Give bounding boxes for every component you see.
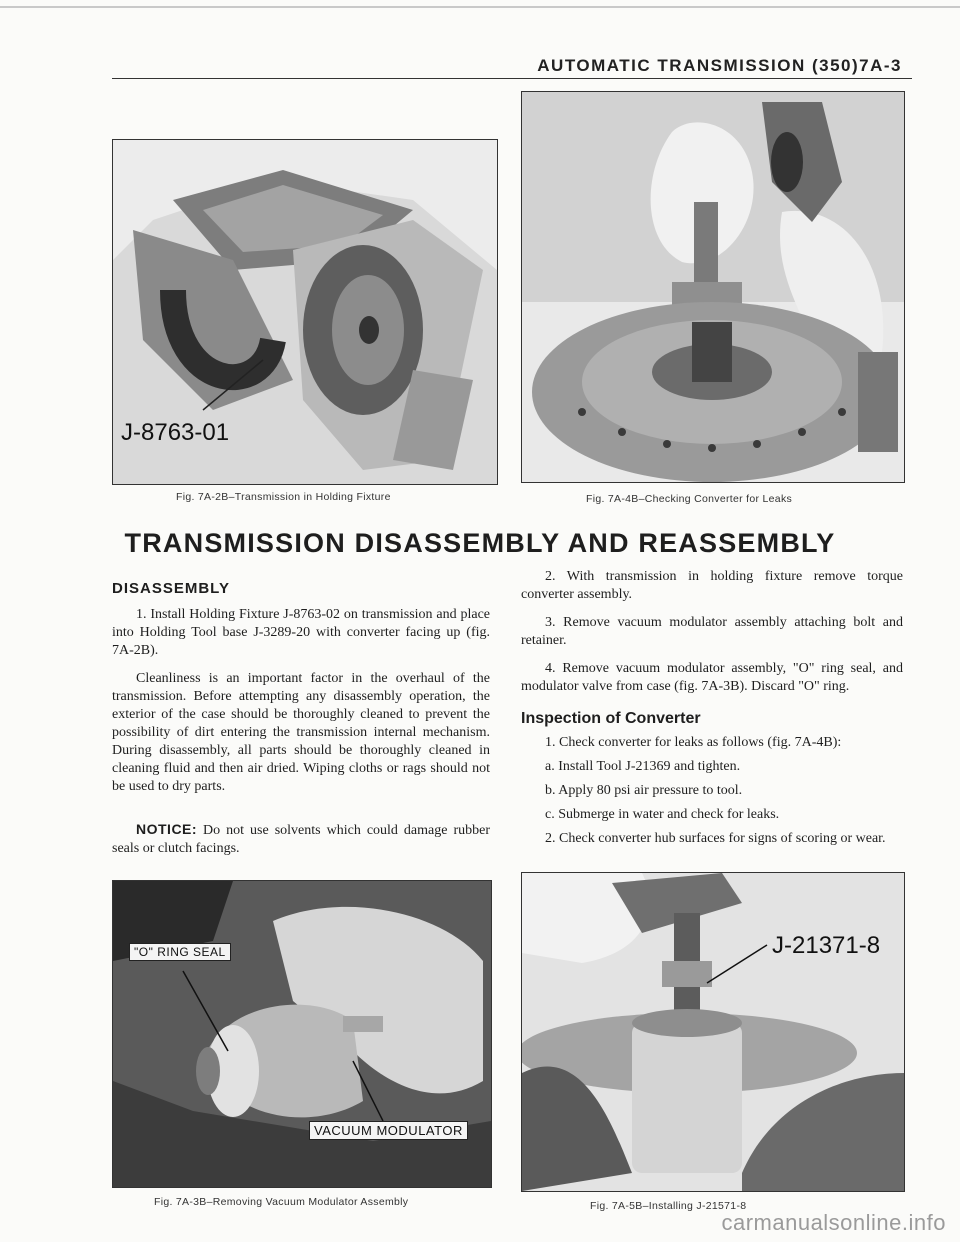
figure-7a-2b bbox=[112, 139, 498, 485]
disassembly-heading: DISASSEMBLY bbox=[112, 580, 230, 597]
fig-5b-label: J-21371-8 bbox=[772, 932, 881, 959]
top-edge-line bbox=[0, 6, 960, 8]
o-ring-seal-label: "O" RING SEAL bbox=[129, 943, 231, 961]
step: 2. Check converter hub surfaces for signs of scoring or wear. bbox=[545, 831, 886, 846]
notice-label: NOTICE: bbox=[136, 821, 198, 837]
fig-3b-caption: Fig. 7A-3B–Removing Vacuum Modulator Assembly bbox=[154, 1196, 409, 1208]
paragraph: 1. Install Holding Fixture J-8763-02 on transmission and place into Holding Tool base J-3289-20 with converter facing up (fig. 7A-2B). bbox=[112, 607, 490, 658]
fig-2b-label: J-8763-01 bbox=[121, 419, 230, 446]
header-rule bbox=[112, 78, 912, 79]
notice bbox=[112, 820, 490, 858]
page-header: AUTOMATIC TRANSMISSION (350)7A-3 bbox=[537, 56, 902, 75]
paragraph: 2. With transmission in holding fixture remove torque converter assembly. bbox=[521, 569, 903, 602]
figure-7a-3b bbox=[112, 880, 492, 1188]
step: b. Apply 80 psi air pressure to tool. bbox=[545, 783, 743, 798]
watermark-text: carmanualsonline.info bbox=[721, 1210, 946, 1235]
section-title: TRANSMISSION DISASSEMBLY AND REASSEMBLY bbox=[124, 528, 836, 558]
fig-5b-caption: Fig. 7A-5B–Installing J-21571-8 bbox=[590, 1200, 747, 1212]
step: c. Submerge in water and check for leaks. bbox=[545, 807, 780, 822]
figure-7a-4b bbox=[521, 91, 905, 483]
paragraph: Cleanliness is an important factor in the overhaul of the transmission. Before attempting any disassembly operation, the exterior of the case should be thoroughly cleaned to prevent the possibility of dirt entering the transmission internal mechanism. During disassembly, all parts should be thoroughly cleaned in cleaning fluid and then air dried. Wiping cloths or rags should not be used to dry parts. bbox=[112, 671, 490, 794]
left-column bbox=[112, 580, 490, 858]
notice-text: Do not use solvents which could damage rubber seals or clutch facings. bbox=[112, 823, 490, 856]
installing-tool-photo bbox=[522, 873, 904, 1191]
paragraph: 4. Remove vacuum modulator assembly, "O" ring seal, and modulator valve from case (fig. 7A-3B). Discard "O" ring. bbox=[521, 661, 903, 694]
step: 1. Check converter for leaks as follows (fig. 7A-4B): bbox=[545, 735, 842, 750]
fig-4b-caption: Fig. 7A-4B–Checking Converter for Leaks bbox=[586, 493, 793, 505]
vacuum-modulator-label: VACUUM MODULATOR bbox=[309, 1121, 468, 1140]
right-column bbox=[521, 568, 903, 848]
converter-photo bbox=[522, 92, 904, 482]
step: a. Install Tool J-21369 and tighten. bbox=[545, 759, 741, 774]
vacuum-modulator-photo bbox=[113, 881, 491, 1187]
inspection-subheading: Inspection of Converter bbox=[521, 710, 701, 727]
figure-7a-5b bbox=[521, 872, 905, 1192]
transmission-photo bbox=[113, 140, 497, 484]
paragraph: 3. Remove vacuum modulator assembly attaching bolt and retainer. bbox=[521, 615, 903, 648]
fig-2b-caption: Fig. 7A-2B–Transmission in Holding Fixture bbox=[176, 491, 391, 503]
